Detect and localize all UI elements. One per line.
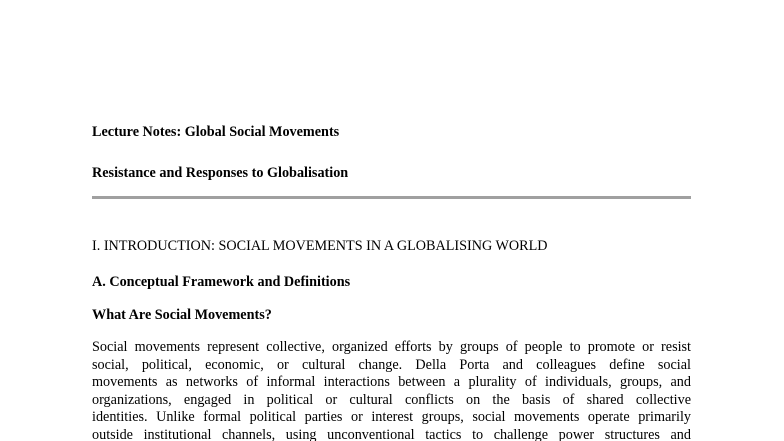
paragraph-line: outside institutional channels, using unconventional tactics to challenge power structures and [92,426,691,441]
body-paragraph [92,339,691,441]
section-heading: I. INTRODUCTION: SOCIAL MOVEMENTS IN A GLOBALISING WORLD [92,238,548,254]
subsection-heading: A. Conceptual Framework and Definitions [92,274,351,290]
paragraph-line: social, political, economic, or cultural change. Della Porta and colleagues define social [92,356,691,373]
paragraph-line: organizations, engaged in political or cultural conflicts on the basis of shared collective [92,391,691,408]
document-title: Lecture Notes: Global Social Movements [92,124,340,140]
document-subtitle: Resistance and Responses to Globalisation [92,165,349,181]
paragraph-line: identities. Unlike formal political parties or interest groups, social movements operate primarily [92,409,691,425]
paragraph-line: movements as networks of informal interactions between a plurality of individuals, groups, and [92,374,691,390]
horizontal-rule [92,196,691,199]
paragraph-line: Social movements represent collective, organized efforts by groups of people to promote or resist [92,339,691,355]
question-heading: What Are Social Movements? [92,307,272,323]
